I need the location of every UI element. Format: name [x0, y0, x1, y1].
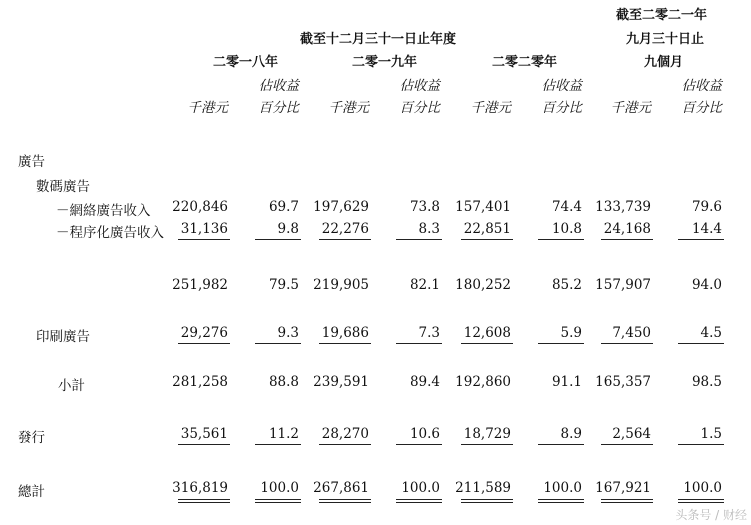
row-label: 小計 — [58, 378, 85, 394]
cell-amount: 239,591 — [313, 374, 369, 390]
unit-percent-line2: 百分比 — [258, 100, 299, 116]
cell-amount: 211,589 — [455, 480, 511, 496]
cell-amount: 12,608 — [463, 325, 511, 341]
unit-amount: 千港元 — [470, 100, 511, 116]
underline — [178, 444, 230, 445]
underline — [678, 444, 724, 445]
cell-amount: 157,401 — [455, 199, 511, 215]
underline — [319, 444, 371, 445]
header-nine-months-line2: 九月三十日止 — [626, 32, 705, 47]
cell-amount: 316,819 — [172, 480, 228, 496]
row-label: 數碼廣告 — [36, 179, 90, 195]
watermark: 头条号 / 财经 — [675, 508, 747, 522]
cell-amount: 29,276 — [180, 325, 228, 341]
cell-percent: 88.8 — [268, 374, 299, 390]
row-label: 印刷廣告 — [36, 329, 90, 345]
cell-amount: 157,907 — [595, 277, 651, 293]
cell-amount: 133,739 — [595, 199, 651, 215]
double-underline — [601, 499, 653, 503]
underline — [461, 444, 513, 445]
cell-percent: 100.0 — [401, 480, 440, 496]
cell-percent: 1.5 — [700, 426, 722, 442]
double-underline — [461, 499, 513, 503]
cell-percent: 79.5 — [268, 277, 299, 293]
cell-percent: 5.9 — [560, 325, 582, 341]
underline — [678, 343, 724, 344]
header-period-2018: 二零一八年 — [213, 55, 279, 70]
underline — [178, 239, 230, 240]
unit-percent-line2: 百分比 — [399, 100, 440, 116]
double-underline — [538, 499, 584, 503]
cell-amount: 251,982 — [172, 277, 228, 293]
header-fiscal-year-group: 截至十二月三十一日止年度 — [300, 32, 457, 47]
cell-percent: 82.1 — [409, 277, 440, 293]
underline — [396, 239, 442, 240]
underline — [538, 444, 584, 445]
header-period-2019: 二零一九年 — [352, 55, 418, 70]
cell-percent: 11.2 — [268, 426, 299, 442]
cell-percent: 9.3 — [277, 325, 299, 341]
row-label: 發行 — [18, 430, 45, 446]
unit-percent-line1: 佔收益 — [681, 78, 722, 94]
double-underline — [319, 499, 371, 503]
row-label: 廣告 — [18, 154, 45, 170]
cell-amount: 31,136 — [180, 221, 228, 237]
double-underline — [678, 499, 724, 503]
underline — [319, 239, 371, 240]
unit-percent-line2: 百分比 — [541, 100, 582, 116]
unit-amount: 千港元 — [610, 100, 651, 116]
cell-percent: 98.5 — [691, 374, 722, 390]
cell-amount: 219,905 — [313, 277, 369, 293]
cell-percent: 73.8 — [409, 199, 440, 215]
cell-percent: 94.0 — [691, 277, 722, 293]
underline — [461, 239, 513, 240]
cell-percent: 14.4 — [691, 221, 722, 237]
double-underline — [396, 499, 442, 503]
cell-amount: 165,357 — [595, 374, 651, 390]
double-underline — [255, 499, 301, 503]
unit-amount: 千港元 — [187, 100, 228, 116]
unit-amount: 千港元 — [328, 100, 369, 116]
cell-amount: 192,860 — [455, 374, 511, 390]
underline — [538, 239, 584, 240]
cell-percent: 9.8 — [277, 221, 299, 237]
underline — [255, 239, 301, 240]
cell-percent: 7.3 — [418, 325, 440, 341]
cell-percent: 79.6 — [691, 199, 722, 215]
cell-percent: 8.9 — [560, 426, 582, 442]
underline — [396, 343, 442, 344]
cell-percent: 10.8 — [551, 221, 582, 237]
cell-amount: 19,686 — [321, 325, 369, 341]
underline — [601, 444, 653, 445]
cell-amount: 281,258 — [172, 374, 228, 390]
underline — [178, 343, 230, 344]
cell-amount: 22,276 — [321, 221, 369, 237]
cell-percent: 100.0 — [260, 480, 299, 496]
cell-amount: 28,270 — [321, 426, 369, 442]
cell-amount: 180,252 — [455, 277, 511, 293]
row-label: 總計 — [18, 484, 45, 500]
underline — [255, 444, 301, 445]
cell-percent: 10.6 — [409, 426, 440, 442]
cell-amount: 267,861 — [313, 480, 369, 496]
cell-percent: 89.4 — [409, 374, 440, 390]
underline — [461, 343, 513, 344]
underline — [319, 343, 371, 344]
double-underline — [178, 499, 230, 503]
cell-amount: 24,168 — [603, 221, 651, 237]
cell-amount: 220,846 — [172, 199, 228, 215]
cell-percent: 74.4 — [551, 199, 582, 215]
row-label: －程序化廣告收入 — [56, 225, 164, 241]
header-nine-months-line1: 截至二零二一年 — [616, 8, 708, 23]
cell-amount: 18,729 — [463, 426, 511, 442]
header-nine-months-line3: 九個月 — [644, 55, 684, 70]
cell-percent: 100.0 — [683, 480, 722, 496]
cell-percent: 69.7 — [268, 199, 299, 215]
unit-percent-line1: 佔收益 — [258, 78, 299, 94]
cell-percent: 91.1 — [551, 374, 582, 390]
cell-percent: 4.5 — [700, 325, 722, 341]
underline — [255, 343, 301, 344]
cell-amount: 197,629 — [313, 199, 369, 215]
underline — [678, 239, 724, 240]
cell-amount: 22,851 — [463, 221, 511, 237]
cell-percent: 100.0 — [543, 480, 582, 496]
unit-percent-line2: 百分比 — [681, 100, 722, 116]
cell-amount: 35,561 — [180, 426, 228, 442]
underline — [601, 343, 653, 344]
underline — [396, 444, 442, 445]
cell-percent: 85.2 — [551, 277, 582, 293]
cell-amount: 167,921 — [595, 480, 651, 496]
cell-percent: 8.3 — [418, 221, 440, 237]
underline — [538, 343, 584, 344]
cell-amount: 7,450 — [612, 325, 651, 341]
row-label: －網絡廣告收入 — [56, 203, 151, 219]
header-period-2020: 二零二零年 — [492, 55, 558, 70]
cell-amount: 2,564 — [612, 426, 651, 442]
unit-percent-line1: 佔收益 — [541, 78, 582, 94]
unit-percent-line1: 佔收益 — [399, 78, 440, 94]
underline — [601, 239, 653, 240]
